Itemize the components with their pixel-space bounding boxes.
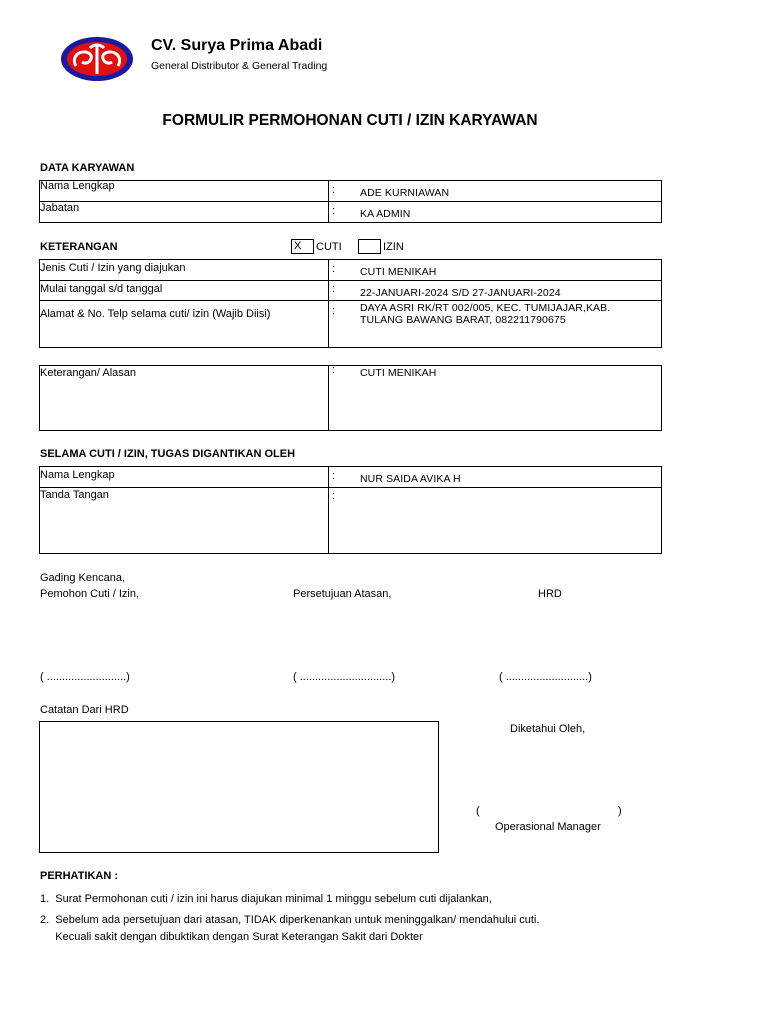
section-data-karyawan-title: DATA KARYAWAN <box>40 162 135 174</box>
divider <box>328 180 329 223</box>
value-tanggal: 22-JANUARI-2024 S/D 27-JANUARI-2024 <box>360 287 561 299</box>
atasan-label: Persetujuan Atasan, <box>293 588 392 600</box>
perhatikan-item-2-cont: Kecuali sakit dengan dibuktikan dengan Surat Keterangan Sakit dari Dokter <box>40 931 423 943</box>
label-nama-lengkap: Nama Lengkap <box>40 180 115 192</box>
divider <box>39 280 662 281</box>
value-jenis-cuti: CUTI MENIKAH <box>360 266 437 278</box>
label-izin: IZIN <box>383 241 404 253</box>
label-jabatan: Jabatan <box>40 202 80 214</box>
label-nama-pengganti: Nama Lengkap <box>40 469 115 481</box>
colon: : <box>332 283 336 295</box>
value-alamat-line2: TULANG BAWANG BARAT, 082211790675 <box>360 314 566 326</box>
value-nama-pengganti: NUR SAIDA AVIKA H <box>360 473 461 485</box>
place-text: Gading Kencana, <box>40 572 126 584</box>
divider <box>328 466 329 554</box>
signature-blank-hrd: ( ...........................) <box>499 671 592 683</box>
colon: : <box>332 184 336 196</box>
divider <box>39 487 662 488</box>
colon: : <box>332 490 336 502</box>
label-tanda-tangan: Tanda Tangan <box>40 489 109 501</box>
divider <box>328 259 329 348</box>
colon: : <box>332 263 336 275</box>
perhatikan-item-1: 1. Surat Permohonan cuti / izin ini harus diajukan minimal 1 minggu sebelum cuti dijalankan, <box>40 893 492 905</box>
colon: : <box>332 205 336 217</box>
label-cuti: CUTI <box>316 241 342 253</box>
hrd-label: HRD <box>538 588 562 600</box>
divider <box>39 300 662 301</box>
label-alamat: Alamat & No. Telp selama cuti/ izin (Wajib Diisi) <box>40 308 271 320</box>
role-operasional-manager: Operasional Manager <box>495 821 601 833</box>
checkbox-izin[interactable] <box>358 239 381 254</box>
colon: : <box>332 305 336 317</box>
section-keterangan-title: KETERANGAN <box>40 241 118 253</box>
label-alasan: Keterangan/ Alasan <box>40 367 137 379</box>
paren-open: ( <box>476 805 480 817</box>
label-jenis-cuti: Jenis Cuti / Izin yang diajukan <box>40 262 186 274</box>
section-pengganti-title: SELAMA CUTI / IZIN, TUGAS DIGANTIKAN OLEH <box>40 448 296 460</box>
signature-blank-pemohon: ( ..........................) <box>40 671 130 683</box>
paren-close: ) <box>618 805 622 817</box>
value-jabatan: KA ADMIN <box>360 208 411 220</box>
divider <box>39 201 662 202</box>
company-logo <box>60 36 134 82</box>
value-alamat-line1: DAYA ASRI RK/RT 002/005, KEC. TUMIJAJAR,KAB. <box>360 302 611 314</box>
pengganti-table <box>39 466 662 554</box>
colon: : <box>332 364 336 376</box>
company-tagline: General Distributor & General Trading <box>151 60 328 72</box>
value-alasan: CUTI MENIKAH <box>360 367 437 379</box>
pemohon-label: Pemohon Cuti / Izin, <box>40 588 140 600</box>
catatan-label: Catatan Dari HRD <box>40 704 129 716</box>
catatan-hrd-box[interactable] <box>39 721 439 853</box>
divider <box>328 365 329 431</box>
signature-blank-atasan: ( ..............................) <box>293 671 396 683</box>
perhatikan-title: PERHATIKAN : <box>40 870 119 882</box>
company-name: CV. Surya Prima Abadi <box>151 37 323 54</box>
checkbox-cuti[interactable]: X <box>291 239 314 254</box>
label-tanggal: Mulai tanggal s/d tanggal <box>40 283 163 295</box>
form-title: FORMULIR PERMOHONAN CUTI / IZIN KARYAWAN <box>162 112 538 129</box>
perhatikan-item-2: 2. Sebelum ada persetujuan dari atasan, TIDAK diperkenankan untuk meninggalkan/ mendahului cuti. <box>40 914 540 926</box>
diketahui-label: Diketahui Oleh, <box>510 723 586 735</box>
colon: : <box>332 470 336 482</box>
value-nama-lengkap: ADE KURNIAWAN <box>360 187 450 199</box>
